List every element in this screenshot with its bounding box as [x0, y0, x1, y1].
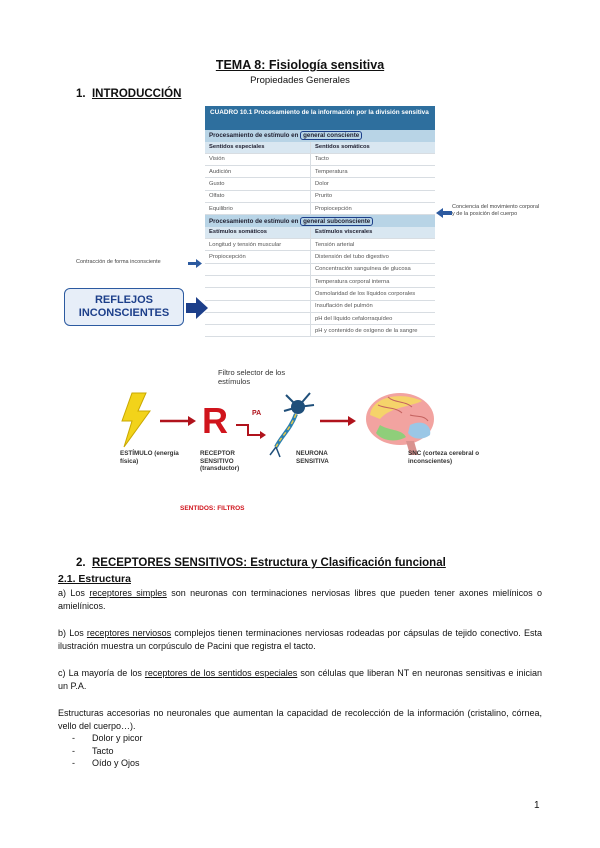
section-prefix: Procesamiento de estímulo en	[209, 132, 299, 140]
col-header: Sentidos somáticos	[315, 144, 370, 151]
arrow-left-icon	[436, 208, 452, 218]
label-neuron: NEURONA SENSITIVA	[296, 450, 329, 465]
table-cell	[205, 313, 311, 324]
table-cell: Propiocepción	[205, 251, 311, 262]
highlight-box: general subconsciente	[300, 217, 373, 226]
section-heading-introduccion	[76, 88, 181, 100]
table-row	[205, 276, 435, 288]
section-number: 2.	[76, 557, 86, 569]
table-cell: Distensión del tubo digestivo	[315, 254, 389, 261]
list-item: - Dolor y picor	[72, 732, 143, 745]
receptor-r-icon	[202, 400, 228, 441]
table-section-subconscious	[205, 215, 435, 227]
section-heading-receptores	[76, 557, 446, 569]
table-cell: Osmolaridad de los líquidos corporales	[315, 290, 416, 297]
table-row	[205, 154, 435, 166]
table-cell	[205, 276, 311, 287]
table-section-conscious	[205, 130, 435, 142]
col-header: Estímulos somáticos	[205, 227, 311, 238]
note-body-awareness: Conciencia del movimiento corporal y de la posición del cuerpo	[452, 204, 540, 217]
table-cell: Equilibrio	[205, 203, 311, 214]
processing-table	[205, 106, 435, 337]
table-cell	[205, 325, 311, 336]
reflejos-box: REFLEJOS INCONSCIENTES	[64, 288, 184, 326]
table-row	[205, 313, 435, 325]
table-cell: Gusto	[205, 178, 311, 189]
neuron-icon	[270, 393, 314, 457]
table-row	[205, 325, 435, 337]
col-header: Estímulos viscerales	[315, 229, 373, 236]
paragraph-complex-receptors	[58, 627, 542, 652]
paragraph-special-receptors	[58, 667, 542, 692]
arrow-icon	[320, 416, 356, 426]
table-row	[205, 166, 435, 178]
table-cell: Temperatura	[315, 168, 348, 175]
table-cell: Audición	[205, 166, 311, 177]
brain-icon	[366, 393, 434, 455]
table-row	[205, 301, 435, 313]
table-cell: Tensión arterial	[315, 241, 355, 248]
table-cell: Temperatura corporal interna	[315, 278, 390, 285]
table-cell	[205, 264, 311, 275]
table-cell: pH y contenido de oxígeno de la sangre	[315, 327, 418, 334]
table-subheader	[205, 227, 435, 239]
lightning-icon	[122, 393, 150, 447]
section-prefix: Procesamiento de estímulo en	[209, 217, 299, 225]
senses-filters-label: SENTIDOS: FILTROS	[180, 505, 245, 512]
arrow-icon	[160, 416, 196, 426]
table-body-conscious	[205, 154, 435, 215]
table-cell: Prurito	[315, 193, 333, 200]
underlined-term: receptores nerviosos	[86, 628, 172, 638]
table-row	[205, 191, 435, 203]
section-title: RECEPTORES SENSITIVOS: Estructura y Clasificación funcional	[91, 557, 446, 569]
paragraph-accessory-structures: Estructuras accesorias no neuronales que aumentan la capacidad de recolección de la información (cristalino, córnea, vello del cuerpo…).	[58, 708, 542, 731]
table-cell: Tacto	[315, 156, 329, 163]
table-cell: Insuflación del pulmón	[315, 303, 373, 310]
table-cell: pH del líquido cefalorraquídeo	[315, 315, 393, 322]
text: complejos tienen terminaciones nerviosas rodeadas por cápsulas de tejido conectivo. Esta ilustración muestra un corpúsculo de Pacini que registra el tacto.	[58, 628, 542, 651]
table-row	[205, 178, 435, 190]
pa-arrow-icon	[236, 410, 266, 439]
big-arrow-right-icon	[186, 297, 208, 319]
label-snc: SNC (corteza cerebral o inconscientes)	[408, 450, 480, 465]
page-number: 1	[534, 800, 540, 811]
col-header: Sentidos especiales	[205, 142, 311, 153]
arrow-right-icon	[188, 259, 202, 268]
label-stimulus: ESTÍMULO (energía física)	[120, 450, 179, 465]
subsection-heading: 2.1. Estructura	[58, 573, 131, 585]
text: a) Los	[58, 588, 90, 598]
text: c) La mayoría de los	[58, 668, 145, 678]
list-item: - Oído y Ojos	[72, 757, 143, 770]
note-unconscious-contraction: Contracción de forma inconsciente	[76, 259, 161, 265]
highlight-box: general consciente	[300, 131, 362, 140]
table-cell	[205, 301, 311, 312]
paragraph-simple-receptors	[58, 587, 542, 612]
table-caption: CUADRO 10.1 Procesamiento de la información por la división sensitiva	[205, 106, 435, 130]
label-receptor: RECEPTOR SENSITIVO (transductor)	[200, 450, 240, 472]
section-title: INTRODUCCIÓN	[91, 88, 182, 100]
underlined-term: receptores de los sentidos especiales	[144, 668, 298, 678]
table-row	[205, 264, 435, 276]
svg-text:PA: PA	[252, 410, 262, 417]
table-body-subconscious	[205, 239, 435, 337]
underlined-term: receptores simples	[89, 588, 167, 598]
filter-label: Filtro selector de los estímulos	[218, 368, 286, 386]
table-row	[205, 239, 435, 251]
table-subheader	[205, 142, 435, 154]
table-cell: Dolor	[315, 181, 329, 188]
svg-text:R: R	[202, 400, 228, 441]
list-item: - Tacto	[72, 745, 143, 758]
page-subtitle: Propiedades Generales	[250, 75, 350, 86]
text: son células que liberan NT en neuronas sensitivas e inician un P.A.	[58, 668, 542, 691]
text: son neuronas con terminaciones nerviosas libres que pueden tener axones mielínicos o amielínicos.	[58, 588, 543, 611]
table-cell: Longitud y tensión muscular	[205, 239, 311, 250]
page-title: TEMA 8: Fisiología sensitiva	[215, 58, 385, 72]
section-number: 1.	[76, 88, 86, 100]
text: b) Los	[58, 628, 87, 638]
table-cell: Concentración sanguínea de glucosa	[315, 266, 411, 273]
table-row	[205, 251, 435, 263]
table-cell	[205, 288, 311, 299]
table-cell: Olfato	[205, 191, 311, 202]
accessory-list	[72, 732, 143, 770]
table-cell: Propiocepción	[315, 205, 352, 212]
table-row	[205, 288, 435, 300]
table-row	[205, 203, 435, 215]
table-cell: Visión	[205, 154, 311, 165]
